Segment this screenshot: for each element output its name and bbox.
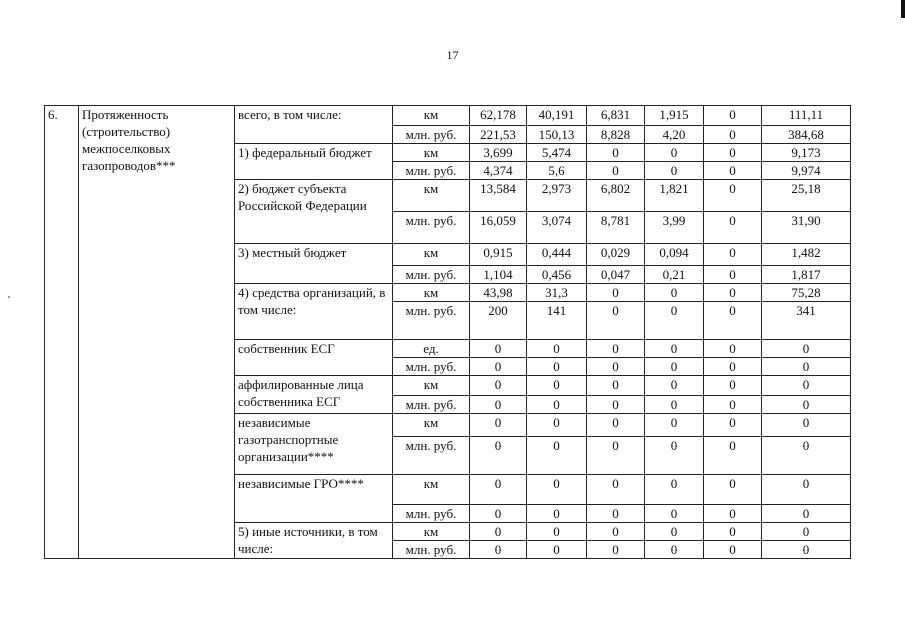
value-cell: 0 xyxy=(704,266,762,284)
unit-cell: км xyxy=(393,376,470,396)
unit-cell: км xyxy=(393,414,470,437)
value-cell: 0 xyxy=(527,396,587,414)
value-cell: 141 xyxy=(527,302,587,340)
value-cell: 75,28 xyxy=(762,284,851,302)
value-cell: 0 xyxy=(645,376,704,396)
value-cell: 4,20 xyxy=(645,126,704,144)
value-cell: 0 xyxy=(527,358,587,376)
value-cell: 0 xyxy=(762,523,851,541)
value-cell: 0 xyxy=(762,414,851,437)
funding-source-label: независимые газотранспортные организации**** xyxy=(235,414,393,475)
value-cell: 0,029 xyxy=(587,244,645,266)
value-cell: 0 xyxy=(587,284,645,302)
unit-cell: км xyxy=(393,284,470,302)
value-cell: 0 xyxy=(704,414,762,437)
value-cell: 0 xyxy=(762,475,851,505)
value-cell: 0 xyxy=(470,541,527,559)
value-cell: 0 xyxy=(645,541,704,559)
unit-cell: км xyxy=(393,144,470,162)
value-cell: 0 xyxy=(645,396,704,414)
scan-speck xyxy=(8,296,10,298)
value-cell: 0 xyxy=(645,414,704,437)
value-cell: 221,53 xyxy=(470,126,527,144)
value-cell: 0 xyxy=(704,162,762,180)
value-cell: 0 xyxy=(704,396,762,414)
unit-cell: млн. руб. xyxy=(393,396,470,414)
value-cell: 2,973 xyxy=(527,180,587,212)
unit-cell: млн. руб. xyxy=(393,162,470,180)
value-cell: 6,831 xyxy=(587,106,645,126)
value-cell: 0 xyxy=(645,144,704,162)
unit-cell: млн. руб. xyxy=(393,266,470,284)
value-cell: 0 xyxy=(645,340,704,358)
value-cell: 0 xyxy=(704,523,762,541)
unit-cell: км xyxy=(393,106,470,126)
value-cell: 0 xyxy=(527,505,587,523)
table-row xyxy=(45,106,851,126)
value-cell: 0 xyxy=(587,437,645,475)
value-cell: 0 xyxy=(587,475,645,505)
value-cell: 1,104 xyxy=(470,266,527,284)
value-cell: 0 xyxy=(470,437,527,475)
value-cell: 0 xyxy=(587,396,645,414)
unit-cell: км xyxy=(393,244,470,266)
value-cell: 0 xyxy=(527,340,587,358)
unit-cell: км xyxy=(393,475,470,505)
value-cell: 200 xyxy=(470,302,527,340)
value-cell: 0,047 xyxy=(587,266,645,284)
value-cell: 0 xyxy=(587,144,645,162)
page-number: 17 xyxy=(446,48,459,62)
value-cell: 0 xyxy=(704,340,762,358)
value-cell: 3,074 xyxy=(527,212,587,244)
value-cell: 3,99 xyxy=(645,212,704,244)
value-cell: 0 xyxy=(470,396,527,414)
funding-source-label: собственник ЕСГ xyxy=(235,340,393,376)
value-cell: 0 xyxy=(587,523,645,541)
value-cell: 0 xyxy=(704,505,762,523)
value-cell: 0 xyxy=(704,376,762,396)
value-cell: 5,474 xyxy=(527,144,587,162)
value-cell: 0 xyxy=(587,376,645,396)
unit-cell: млн. руб. xyxy=(393,212,470,244)
value-cell: 31,3 xyxy=(527,284,587,302)
value-cell: 1,482 xyxy=(762,244,851,266)
value-cell: 0 xyxy=(704,302,762,340)
value-cell: 0,094 xyxy=(645,244,704,266)
value-cell: 0 xyxy=(470,340,527,358)
value-cell: 1,817 xyxy=(762,266,851,284)
value-cell: 0 xyxy=(645,358,704,376)
unit-cell: млн. руб. xyxy=(393,505,470,523)
value-cell: 25,18 xyxy=(762,180,851,212)
value-cell: 0 xyxy=(645,505,704,523)
unit-cell: км xyxy=(393,523,470,541)
value-cell: 0,21 xyxy=(645,266,704,284)
funding-source-label: всего, в том числе: xyxy=(235,106,393,144)
value-cell: 62,178 xyxy=(470,106,527,126)
value-cell: 0 xyxy=(645,162,704,180)
budget-table xyxy=(44,105,851,559)
value-cell: 0,915 xyxy=(470,244,527,266)
value-cell: 9,974 xyxy=(762,162,851,180)
value-cell: 40,191 xyxy=(527,106,587,126)
funding-source-label: 2) бюджет субъекта Российской Федерации xyxy=(235,180,393,244)
value-cell: 31,90 xyxy=(762,212,851,244)
funding-source-label: независимые ГРО**** xyxy=(235,475,393,523)
value-cell: 0 xyxy=(645,523,704,541)
value-cell: 0 xyxy=(645,475,704,505)
value-cell: 9,173 xyxy=(762,144,851,162)
value-cell: 0 xyxy=(470,475,527,505)
value-cell: 8,781 xyxy=(587,212,645,244)
value-cell: 0 xyxy=(587,414,645,437)
unit-cell: млн. руб. xyxy=(393,126,470,144)
value-cell: 0 xyxy=(704,106,762,126)
unit-cell: ед. xyxy=(393,340,470,358)
funding-source-label: 5) иные источники, в том числе: xyxy=(235,523,393,559)
value-cell: 0 xyxy=(762,437,851,475)
value-cell: 0 xyxy=(704,358,762,376)
value-cell: 0 xyxy=(704,144,762,162)
value-cell: 3,699 xyxy=(470,144,527,162)
item-number: 6. xyxy=(45,106,79,559)
value-cell: 0 xyxy=(704,180,762,212)
value-cell: 150,13 xyxy=(527,126,587,144)
value-cell: 0 xyxy=(704,475,762,505)
value-cell: 0 xyxy=(762,358,851,376)
value-cell: 8,828 xyxy=(587,126,645,144)
unit-cell: млн. руб. xyxy=(393,358,470,376)
value-cell: 0 xyxy=(645,284,704,302)
value-cell: 0 xyxy=(704,541,762,559)
value-cell: 0 xyxy=(645,437,704,475)
value-cell: 0 xyxy=(587,541,645,559)
value-cell: 0 xyxy=(587,162,645,180)
funding-source-label: 1) федеральный бюджет xyxy=(235,144,393,180)
unit-cell: млн. руб. xyxy=(393,302,470,340)
unit-cell: млн. руб. xyxy=(393,541,470,559)
value-cell: 0 xyxy=(762,505,851,523)
funding-source-label: 3) местный бюджет xyxy=(235,244,393,284)
budget-table-body xyxy=(45,106,851,559)
value-cell: 0 xyxy=(470,376,527,396)
value-cell: 0 xyxy=(527,414,587,437)
value-cell: 5,6 xyxy=(527,162,587,180)
value-cell: 341 xyxy=(762,302,851,340)
value-cell: 0 xyxy=(762,396,851,414)
value-cell: 0 xyxy=(587,505,645,523)
value-cell: 1,915 xyxy=(645,106,704,126)
value-cell: 0 xyxy=(470,523,527,541)
value-cell: 0 xyxy=(762,541,851,559)
value-cell: 0 xyxy=(587,302,645,340)
value-cell: 0 xyxy=(527,523,587,541)
value-cell: 0 xyxy=(470,414,527,437)
value-cell: 0 xyxy=(762,340,851,358)
value-cell: 13,584 xyxy=(470,180,527,212)
value-cell: 0 xyxy=(645,302,704,340)
value-cell: 0 xyxy=(527,376,587,396)
value-cell: 0 xyxy=(704,126,762,144)
item-title: Протяженность (строительство) межпоселковых газопроводов*** xyxy=(79,106,235,559)
value-cell: 6,802 xyxy=(587,180,645,212)
unit-cell: км xyxy=(393,180,470,212)
value-cell: 0 xyxy=(527,475,587,505)
value-cell: 0 xyxy=(470,358,527,376)
value-cell: 0 xyxy=(704,212,762,244)
value-cell: 4,374 xyxy=(470,162,527,180)
value-cell: 16,059 xyxy=(470,212,527,244)
value-cell: 0,456 xyxy=(527,266,587,284)
value-cell: 0 xyxy=(587,358,645,376)
value-cell: 0 xyxy=(470,505,527,523)
value-cell: 111,11 xyxy=(762,106,851,126)
value-cell: 384,68 xyxy=(762,126,851,144)
value-cell: 0 xyxy=(762,376,851,396)
value-cell: 0 xyxy=(704,284,762,302)
value-cell: 0,444 xyxy=(527,244,587,266)
value-cell: 0 xyxy=(527,437,587,475)
scan-edge-mark xyxy=(901,0,905,18)
funding-source-label: 4) средства организаций, в том числе: xyxy=(235,284,393,340)
value-cell: 0 xyxy=(587,340,645,358)
unit-cell: млн. руб. xyxy=(393,437,470,475)
value-cell: 0 xyxy=(704,244,762,266)
value-cell: 1,821 xyxy=(645,180,704,212)
value-cell: 0 xyxy=(527,541,587,559)
value-cell: 43,98 xyxy=(470,284,527,302)
funding-source-label: аффилированные лица собственника ЕСГ xyxy=(235,376,393,414)
value-cell: 0 xyxy=(704,437,762,475)
